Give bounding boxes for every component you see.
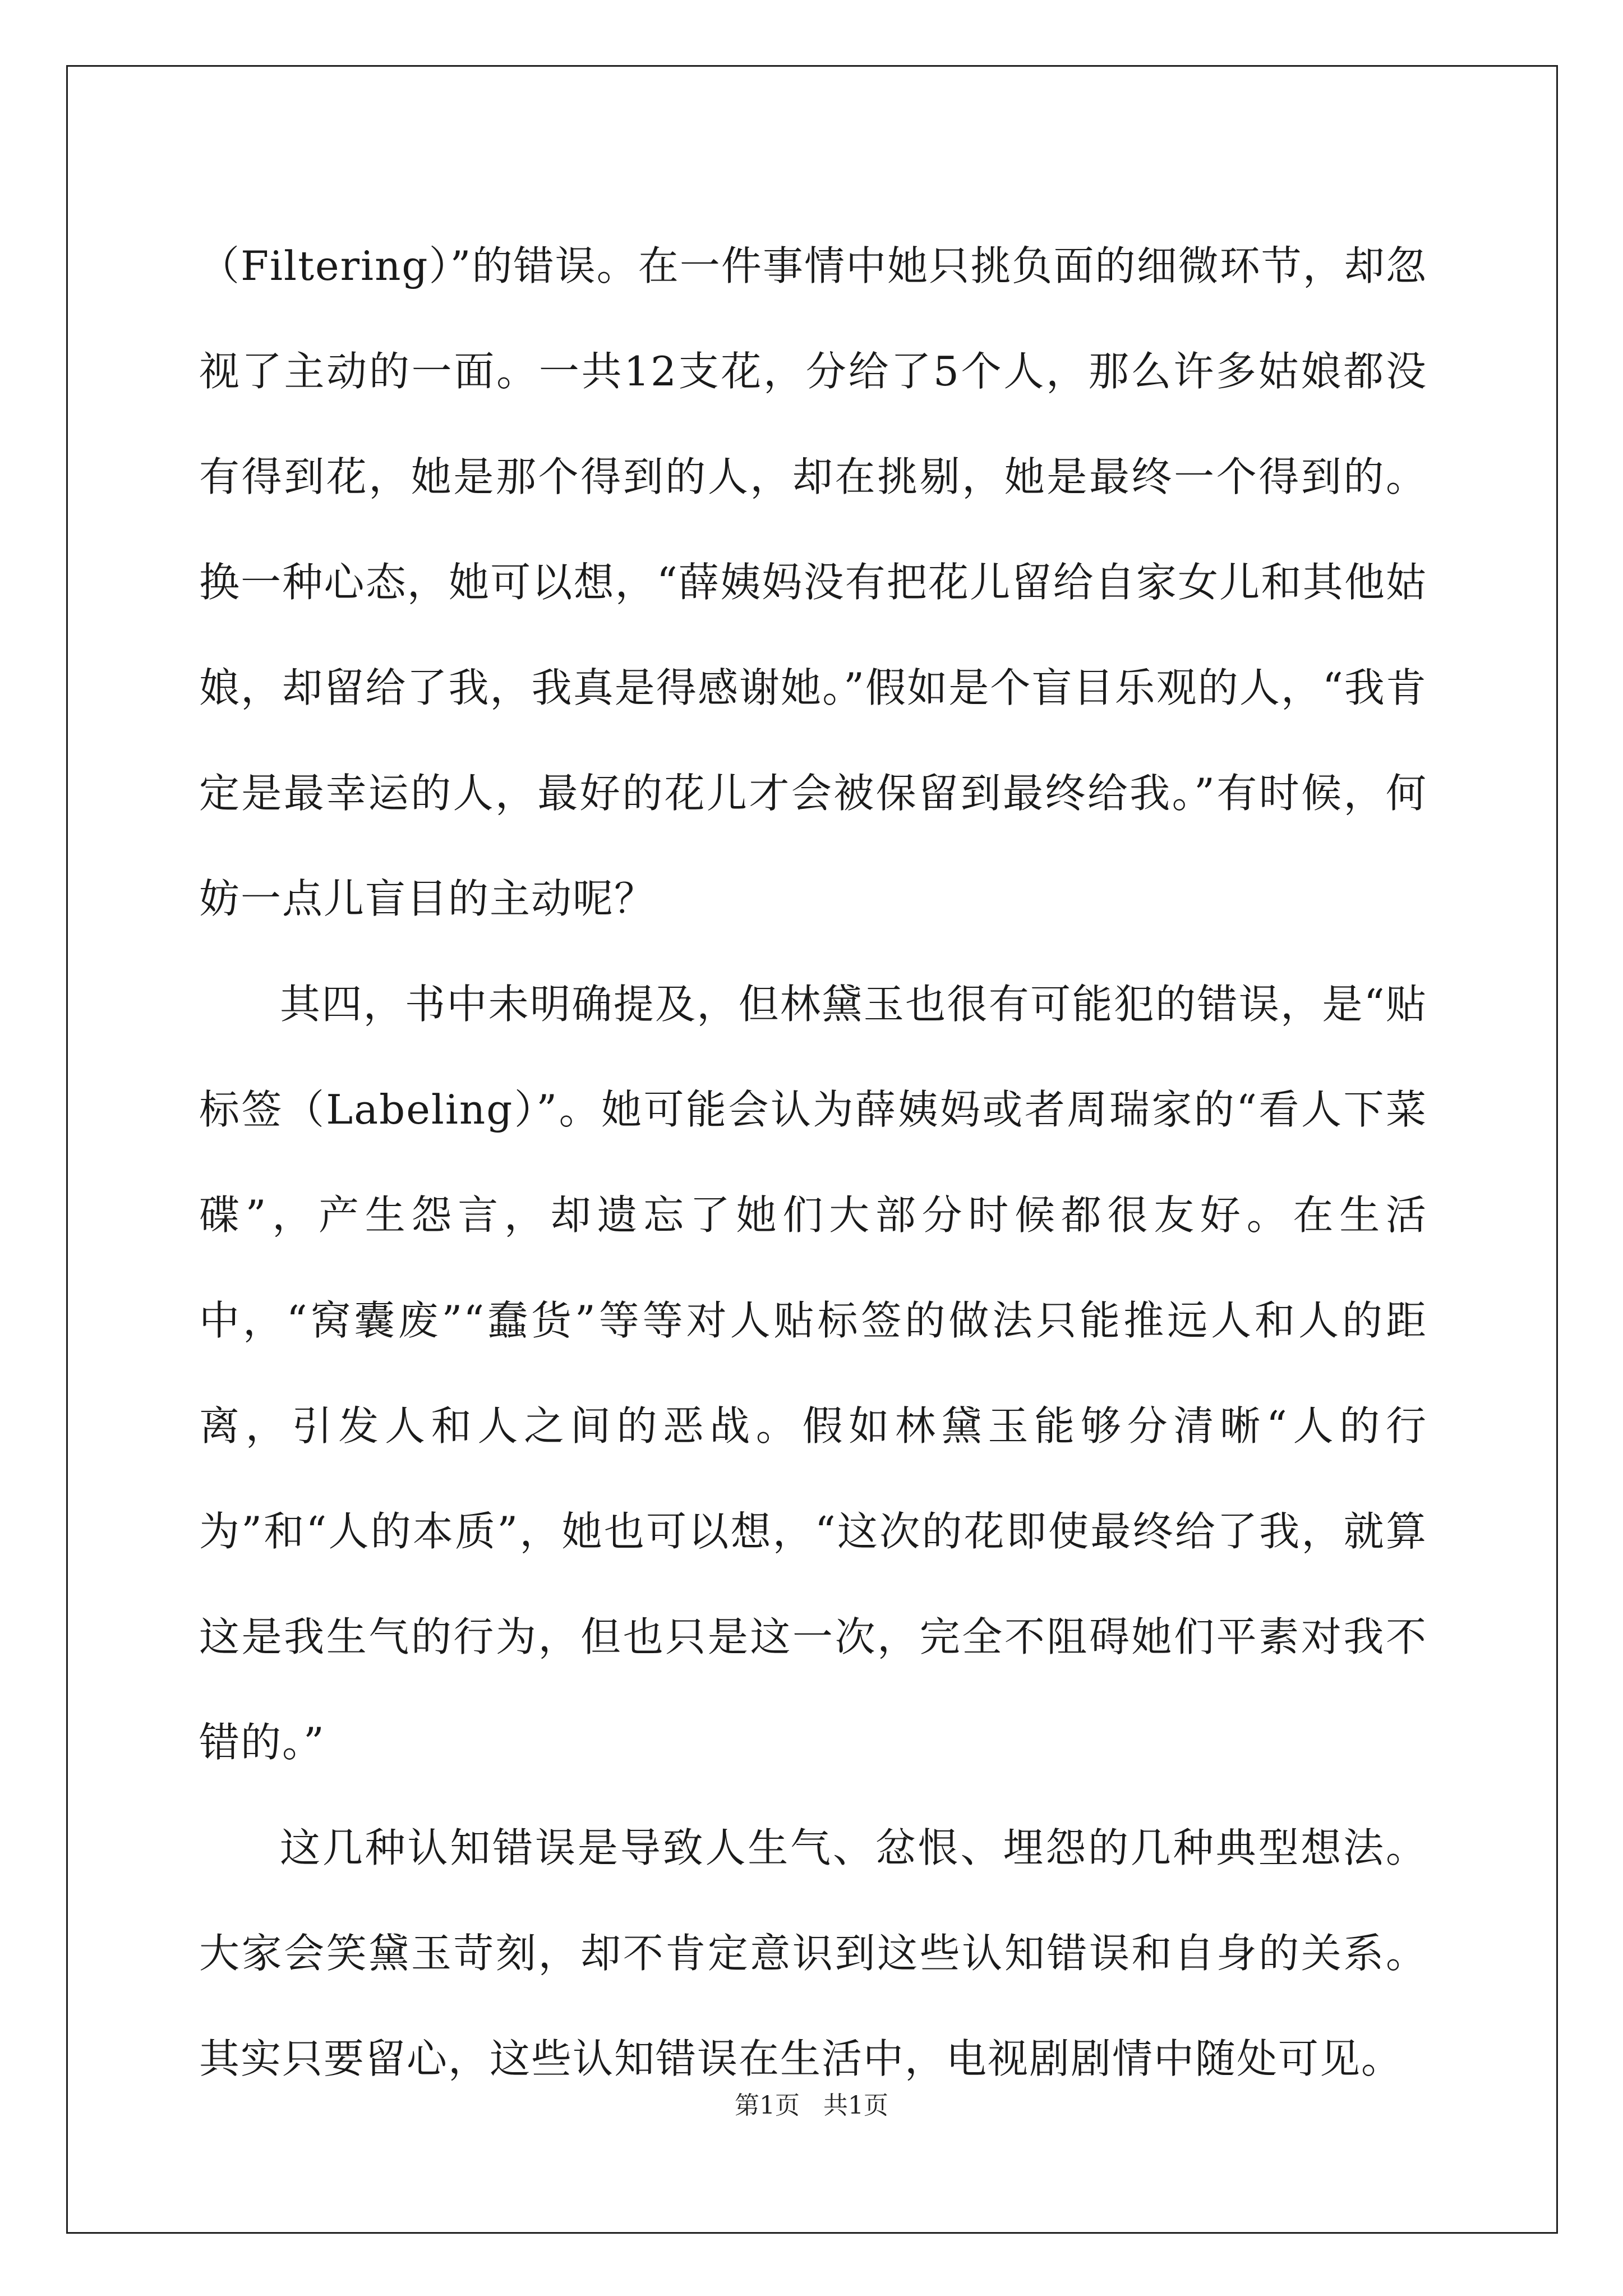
page-footer xyxy=(0,2089,1623,2123)
paragraph-3: 这几种认知错误是导致人生气、忿恨、埋怨的几种典型想法。大家会笑黛玉苛刻，却不肯定意识到这些认知错误和自身的关系。其实只要留心，这些认知错误在生活中，电视剧剧情中随处可见。 xyxy=(199,1824,1427,2082)
paragraph-2: 其四，书中未明确提及，但林黛玉也很有可能犯的错误，是“贴标签（Labeling）”。她可能会认为薛姨妈或者周瑞家的“看人下菜碟”，产生怨言，却遗忘了她们大部分时候都很友好。在生活中，“窝囊废”“蠢货”等等对人贴标签的做法只能推远人和人的距离，引发人和人之间的恶战。假如林黛玉能够分清晰“人的行为”和“人的本质”，她也可以想，“这次的花即使最终给了我，就算这是我生气的行为，但也只是这一次，完全不阻碍她们平素对我不错的。” xyxy=(199,981,1427,1766)
paragraph-1: （Filtering）”的错误。在一件事情中她只挑负面的细微环节，却忽视了主动的一面。一共12支花，分给了5个人，那么许多姑娘都没有得到花，她是那个得到的人，却在挑剔，她是最终一个得到的。换一种心态，她可以想，“薛姨妈没有把花儿留给自家女儿和其他姑娘，却留给了我，我真是得感谢她。”假如是个盲目乐观的人，“我肯定是最幸运的人，最好的花儿才会被保留到最终给我。”有时候，何妨一点儿盲目的主动呢？ xyxy=(199,242,1427,922)
document-body xyxy=(199,213,1427,2111)
page-number: 第1页 共1页 xyxy=(735,2091,888,2120)
